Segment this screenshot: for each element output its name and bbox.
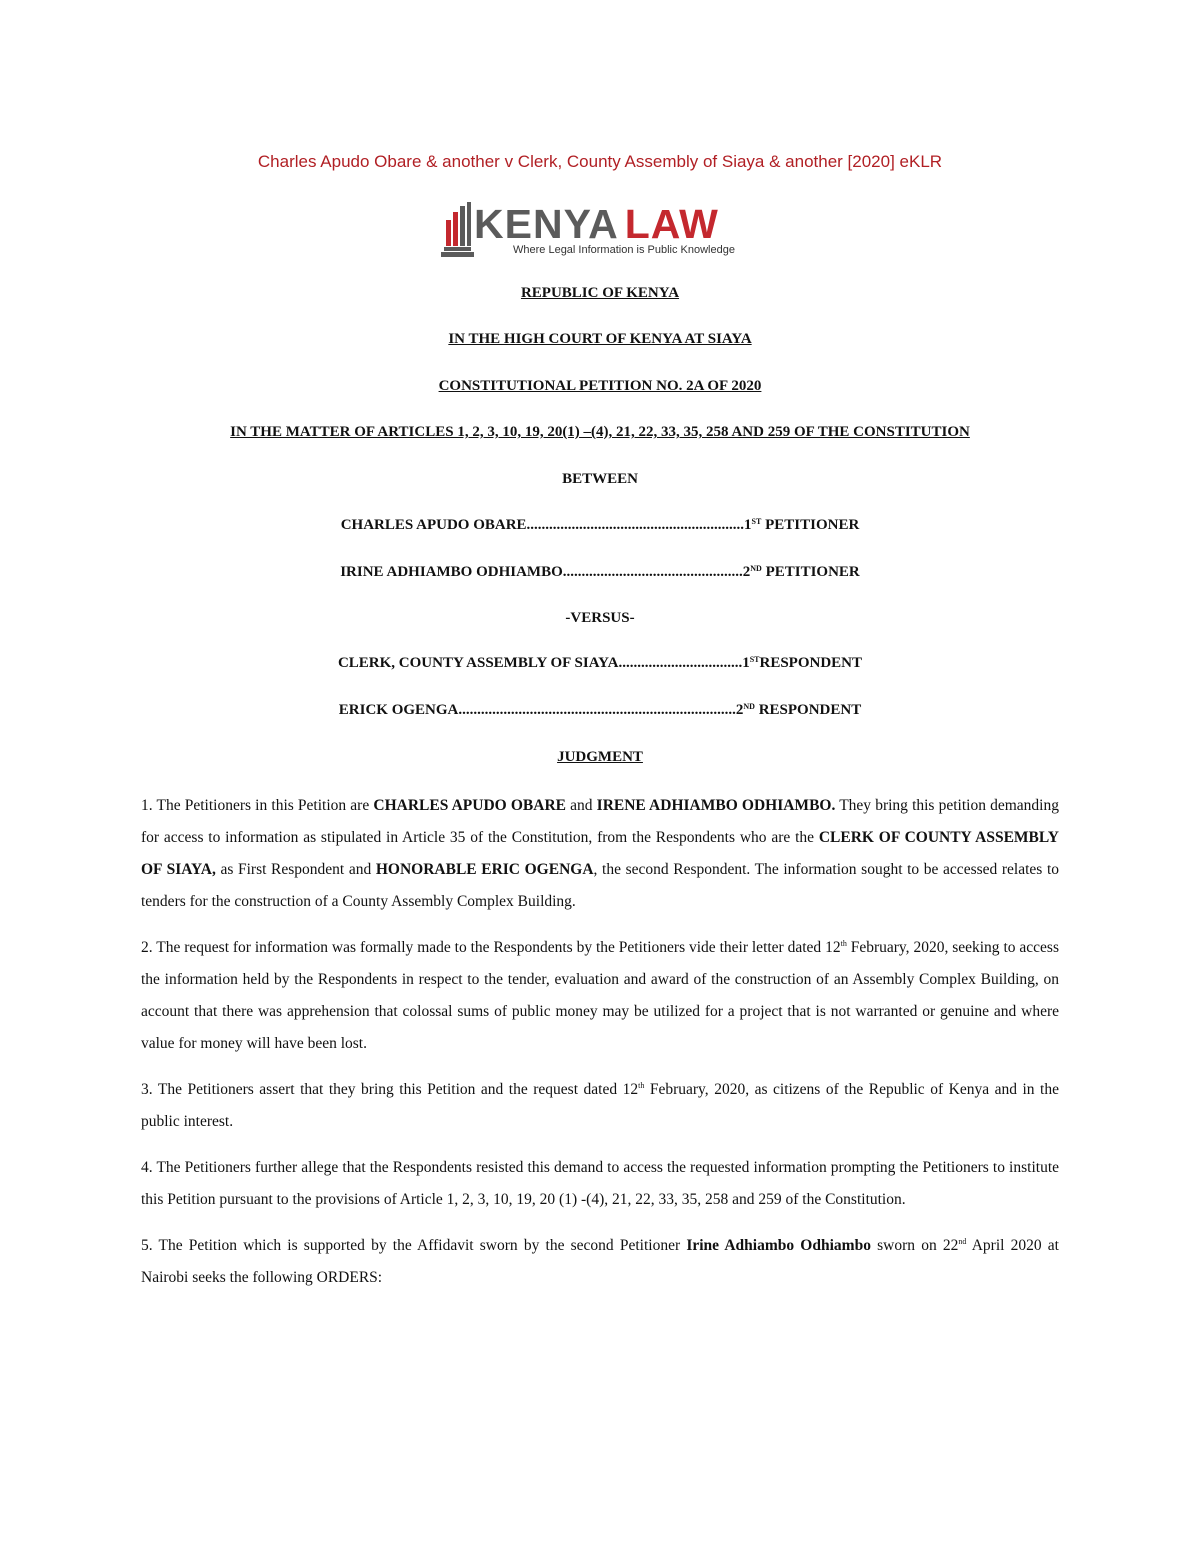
party-name-bold: HONORABLE ERIC OGENGA xyxy=(375,861,594,878)
party-role: RESPONDENT xyxy=(754,702,862,718)
party-ordinal: 1 xyxy=(744,517,752,533)
party-name: ERICK OGENGA xyxy=(338,702,459,718)
paragraph-text: February, 2020, seeking to access the information held by the Respondents in respect to the tender, evaluation and award of the construction of an Assembly Complex Building, on account that there was apprehension that colossal sums of public money may be utilized for a project that is not warranted or genuine and where value for money will have been lost. xyxy=(141,939,1059,1052)
pillars-icon xyxy=(440,200,476,258)
paragraph-text: They bring this petition demanding for access to information as stipulated in Article 35 of the Constitution, from the Respondents who are the xyxy=(141,797,1059,846)
paragraph-5 xyxy=(141,1230,1059,1294)
paragraph-1 xyxy=(141,790,1059,918)
party-name: IRINE ADHIAMBO ODHIAMBO xyxy=(340,564,563,580)
case-title: Charles Apudo Obare & another v Clerk, County Assembly of Siaya & another [2020] eKLR xyxy=(257,152,943,171)
party-line xyxy=(0,517,1200,534)
party-role: RESPONDENT xyxy=(759,655,863,671)
logo-tagline: Where Legal Information is Public Knowledge xyxy=(513,244,735,256)
party-ordinal-suffix: ND xyxy=(750,564,762,573)
party-ordinal: 1 xyxy=(742,655,750,671)
logo-wordmark xyxy=(474,202,719,246)
heading-matter: IN THE MATTER OF ARTICLES 1, 2, 3, 10, 19, 20(1) –(4), 21, 22, 33, 35, 258 AND 259 OF THE CONSTITUTION xyxy=(230,424,970,440)
paragraph-text: sworn on 22 xyxy=(870,1237,959,1254)
heading-petition-number: CONSTITUTIONAL PETITION NO. 2A OF 2020 xyxy=(438,378,762,394)
paragraph-3 xyxy=(141,1074,1059,1138)
kenya-law-logo xyxy=(440,200,740,262)
paragraph-text: 3. The Petitioners assert that they bring this Petition and the request dated 12 xyxy=(141,1081,639,1098)
party-ordinal: 2 xyxy=(735,702,744,718)
party-name-bold: CLERK OF COUNTY ASSEMBLY OF SIAYA, xyxy=(141,829,1059,878)
paragraph-text: 1. The Petitioners in this Petition are xyxy=(141,797,374,814)
paragraph-2 xyxy=(141,932,1059,1060)
party-name: CLERK, COUNTY ASSEMBLY OF SIAYA xyxy=(337,655,619,671)
party-ordinal-suffix: ST xyxy=(751,517,762,526)
party-line xyxy=(0,564,1200,581)
party-role: PETITIONER xyxy=(761,517,860,533)
heading-republic: REPUBLIC OF KENYA xyxy=(520,285,680,301)
party-dots: ................................. xyxy=(618,655,743,671)
party-ordinal: 2 xyxy=(742,564,751,580)
party-name-bold: CHARLES APUDO OBARE xyxy=(373,797,566,814)
party-dots: ................................................ xyxy=(562,564,743,580)
paragraph-text: and xyxy=(565,797,597,814)
paragraph-text: April 2020 at Nairobi seeks the following ORDERS: xyxy=(141,1237,1059,1286)
party-line xyxy=(0,702,1200,719)
party-name-bold: Irine Adhiambo Odhiambo xyxy=(686,1237,871,1254)
heading-between: BETWEEN xyxy=(562,471,638,487)
party-ordinal-suffix: ND xyxy=(743,702,755,711)
party-dots: .......................................................................... xyxy=(458,702,736,718)
party-name: CHARLES APUDO OBARE xyxy=(340,517,527,533)
heading-court: IN THE HIGH COURT OF KENYA AT SIAYA xyxy=(448,331,752,347)
party-line xyxy=(0,655,1200,672)
judgment-body xyxy=(141,790,1059,1308)
ordinal-suffix: nd xyxy=(958,1237,967,1246)
paragraph-4 xyxy=(141,1152,1059,1216)
paragraph-text: , the second Respondent. The information sought to be accessed relates to tenders for the construction of a County Assembly Complex Building. xyxy=(141,861,1060,910)
logo-word-law: LAW xyxy=(624,201,719,247)
paragraph-text: 2. The request for information was formally made to the Respondents by the Petitioners vide their letter dated 12 xyxy=(141,939,841,956)
party-dots: .......................................................... xyxy=(526,517,745,533)
ordinal-suffix: th xyxy=(638,1081,645,1090)
paragraph-text: February, 2020, as citizens of the Republic of Kenya and in the public interest. xyxy=(141,1081,1059,1130)
paragraph-text: as First Respondent and xyxy=(215,861,376,878)
logo-word-kenya: KENYA xyxy=(474,201,619,247)
paragraph-text: 5. The Petition which is supported by the Affidavit sworn by the second Petitioner xyxy=(141,1237,687,1254)
heading-versus: -VERSUS- xyxy=(565,610,635,626)
party-ordinal-suffix: ST xyxy=(749,655,760,664)
ordinal-suffix: th xyxy=(840,939,847,948)
party-role: PETITIONER xyxy=(761,564,860,580)
heading-judgment: JUDGMENT xyxy=(557,749,643,765)
party-name-bold: IRENE ADHIAMBO ODHIAMBO. xyxy=(596,797,836,814)
paragraph-text: 4. The Petitioners further allege that the Respondents resisted this demand to access the requested information prompting the Petitioners to institute this Petition pursuant to the provisions of Article 1, 2, 3, 10, 19, 20 (1) -(4), 21, 22, 33, 35, 258 and 259 of the Constitution. xyxy=(141,1159,1059,1208)
